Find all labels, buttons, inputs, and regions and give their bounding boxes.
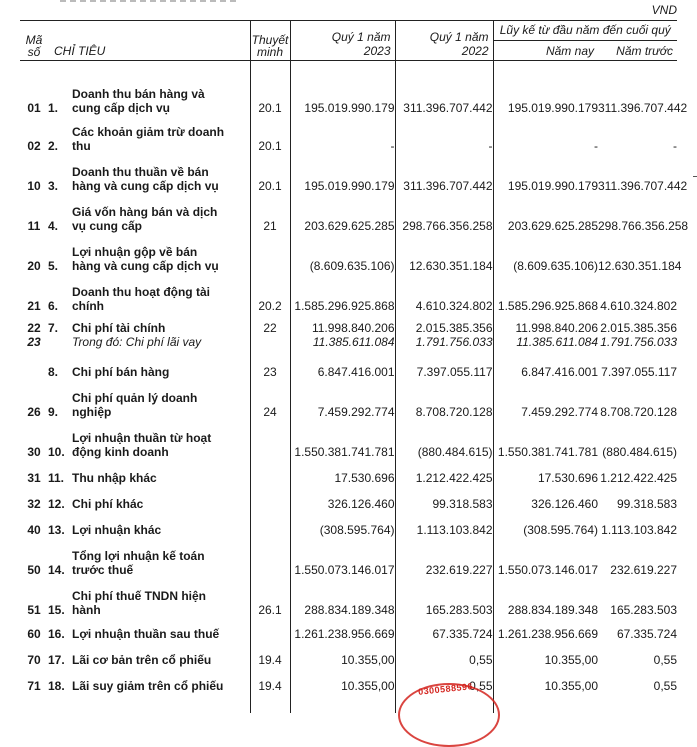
value-q1-2022: 311.396.707.442 bbox=[395, 153, 493, 193]
value-q1-2022: 232.619.227 bbox=[395, 537, 493, 577]
value-ytd-this-year: (308.595.764) bbox=[493, 511, 598, 537]
row-label: Chi phí bán hàng bbox=[72, 364, 170, 379]
row-code: 50 bbox=[27, 562, 41, 577]
value-q1-2023: 1.550.381.741.781 bbox=[290, 419, 395, 459]
cumulative-header: Lũy kế từ đầu năm đến cuối quý bbox=[493, 21, 677, 41]
value-q1-2022: 8.708.720.128 bbox=[395, 379, 493, 419]
value-q1-2023: 10.355,00 bbox=[290, 641, 395, 667]
value-ytd-this-year: - bbox=[493, 115, 598, 153]
value-ytd-this-year: 11.998.840.206 bbox=[493, 313, 598, 335]
row-number: 13. bbox=[48, 522, 65, 537]
row-code: 30 bbox=[27, 444, 41, 459]
value-q1-2022: 7.397.055.117 bbox=[395, 349, 493, 379]
row-code: 40 bbox=[27, 522, 41, 537]
value-q1-2023: - bbox=[290, 115, 395, 153]
row-label: Chi phí khác bbox=[72, 496, 144, 511]
row-number: 1. bbox=[48, 100, 59, 115]
value-q1-2022: 67.335.724 bbox=[395, 617, 493, 641]
row-note bbox=[250, 485, 290, 511]
value-ytd-last-year: 12.630.351.184 bbox=[598, 258, 682, 273]
row-number: 8. bbox=[48, 364, 59, 379]
table-row bbox=[20, 379, 677, 419]
row-note: 22 bbox=[250, 313, 290, 335]
value-ytd-this-year: 195.019.990.179 bbox=[493, 153, 598, 193]
row-number: 14. bbox=[48, 562, 65, 577]
value-ytd-last-year: 2.015.385.356 bbox=[600, 320, 678, 335]
value-q1-2022: 298.766.356.258 bbox=[395, 193, 493, 233]
value-q1-2022: 165.283.503 bbox=[395, 577, 493, 617]
row-number: 15. bbox=[48, 602, 65, 617]
value-ytd-last-year: 67.335.724 bbox=[616, 626, 678, 641]
row-note: 23 bbox=[250, 349, 290, 379]
value-ytd-last-year: 311.396.707.442 bbox=[598, 100, 688, 115]
value-ytd-last-year: 165.283.503 bbox=[610, 602, 678, 617]
value-ytd-this-year: 10.355,00 bbox=[493, 641, 598, 667]
table-row bbox=[20, 153, 677, 193]
value-ytd-last-year: 99.318.583 bbox=[616, 496, 678, 511]
value-ytd-this-year: 1.550.381.741.781 bbox=[493, 419, 598, 459]
row-number: 18. bbox=[48, 678, 65, 693]
row-note: 20.1 bbox=[250, 73, 290, 115]
row-note bbox=[250, 511, 290, 537]
value-ytd-last-year: (880.484.615) bbox=[602, 444, 678, 459]
value-q1-2023: 11.385.611.084 bbox=[290, 335, 395, 349]
table-row bbox=[20, 577, 677, 617]
this-year-header: Năm nay bbox=[493, 41, 598, 61]
table-row bbox=[20, 485, 677, 511]
value-q1-2022: 0,55 bbox=[395, 641, 493, 667]
table-row bbox=[20, 233, 677, 273]
value-ytd-this-year: (8.609.635.106) bbox=[493, 233, 598, 273]
row-number: 3. bbox=[48, 178, 59, 193]
row-number: 7. bbox=[48, 320, 59, 335]
table-row bbox=[20, 537, 677, 577]
row-code: 31 bbox=[27, 470, 41, 485]
row-number: 4. bbox=[48, 218, 59, 233]
row-code: 71 bbox=[27, 678, 41, 693]
value-ytd-last-year: 7.397.055.117 bbox=[601, 364, 678, 379]
row-label: Lãi cơ bản trên cổ phiếu bbox=[72, 652, 212, 667]
row-number: 12. bbox=[48, 496, 65, 511]
row-label: Trong đó: Chi phí lãi vay bbox=[72, 334, 202, 349]
row-code: 21 bbox=[27, 298, 41, 313]
table-row bbox=[20, 419, 677, 459]
row-number bbox=[48, 335, 72, 349]
value-ytd-this-year: 6.847.416.001 bbox=[493, 349, 598, 379]
table-row bbox=[20, 115, 677, 153]
row-note: 24 bbox=[250, 379, 290, 419]
value-q1-2023: 288.834.189.348 bbox=[290, 577, 395, 617]
q1-2023-header: Quý 1 năm 2023 bbox=[290, 21, 395, 61]
row-code: 01 bbox=[27, 100, 41, 115]
value-ytd-this-year: 17.530.696 bbox=[493, 459, 598, 485]
row-note: 20.1 bbox=[250, 153, 290, 193]
table-row bbox=[20, 667, 677, 693]
row-note bbox=[250, 419, 290, 459]
row-label: Giá vốn hàng bán và dịch vụ cung cấp bbox=[72, 204, 218, 233]
row-note: 20.1 bbox=[250, 115, 290, 153]
table-row bbox=[20, 511, 677, 537]
row-code: 11 bbox=[27, 218, 41, 233]
row-note bbox=[250, 617, 290, 641]
row-code: 02 bbox=[27, 138, 41, 153]
value-ytd-this-year: 11.385.611.084 bbox=[493, 335, 598, 349]
value-ytd-this-year: 7.459.292.774 bbox=[493, 379, 598, 419]
row-number: 5. bbox=[48, 258, 59, 273]
value-q1-2023: 6.847.416.001 bbox=[290, 349, 395, 379]
row-note: 19.4 bbox=[250, 641, 290, 667]
income-statement-table bbox=[20, 20, 689, 713]
row-note: 19.4 bbox=[250, 667, 290, 693]
q1-2022-header: Quý 1 năm 2022 bbox=[395, 21, 493, 61]
row-code: 23 bbox=[27, 334, 41, 349]
row-code: 10 bbox=[27, 178, 41, 193]
margin-mark bbox=[693, 176, 697, 177]
table-row bbox=[20, 193, 677, 233]
table-row bbox=[20, 641, 677, 667]
value-q1-2022: 99.318.583 bbox=[395, 485, 493, 511]
row-code bbox=[20, 349, 48, 379]
row-note bbox=[250, 335, 290, 349]
value-q1-2023: (308.595.764) bbox=[290, 511, 395, 537]
row-label: Chi phí thuế TNDN hiện hành bbox=[72, 588, 206, 617]
value-q1-2022: 1.113.103.842 bbox=[395, 511, 493, 537]
row-label: Chi phí quản lý doanh nghiệp bbox=[72, 390, 198, 419]
row-label: Doanh thu hoạt động tài chính bbox=[72, 284, 210, 313]
value-ytd-this-year: 288.834.189.348 bbox=[493, 577, 598, 617]
value-q1-2022: 4.610.324.802 bbox=[395, 273, 493, 313]
value-ytd-this-year: 1.585.296.925.868 bbox=[493, 273, 598, 313]
row-number: 10. bbox=[48, 444, 65, 459]
value-q1-2023: 7.459.292.774 bbox=[290, 379, 395, 419]
value-ytd-this-year: 326.126.460 bbox=[493, 485, 598, 511]
row-number: 11. bbox=[48, 470, 65, 485]
value-ytd-last-year: 0,55 bbox=[653, 652, 678, 667]
row-number: 16. bbox=[48, 626, 65, 641]
row-code: 60 bbox=[27, 626, 41, 641]
row-label: Lợi nhuận gộp về bán hàng và cung cấp dịch vụ bbox=[72, 244, 219, 273]
row-number: 6. bbox=[48, 298, 59, 313]
value-q1-2023: 17.530.696 bbox=[290, 459, 395, 485]
row-code: 32 bbox=[27, 496, 41, 511]
value-q1-2022: 311.396.707.442 bbox=[395, 73, 493, 115]
table-row bbox=[20, 459, 677, 485]
row-number: 9. bbox=[48, 404, 59, 419]
value-ytd-last-year: 0,55 bbox=[653, 678, 678, 693]
row-code: 26 bbox=[27, 404, 41, 419]
value-q1-2023: 203.629.625.285 bbox=[290, 193, 395, 233]
currency-label: VND bbox=[651, 3, 677, 17]
value-ytd-this-year: 10.355,00 bbox=[493, 667, 598, 693]
row-note bbox=[250, 233, 290, 273]
row-note: 26.1 bbox=[250, 577, 290, 617]
value-q1-2023: 1.261.238.956.669 bbox=[290, 617, 395, 641]
top-cropped-text bbox=[60, 0, 240, 2]
row-code: 70 bbox=[27, 652, 41, 667]
value-ytd-last-year: 1.212.422.425 bbox=[600, 470, 678, 485]
value-ytd-last-year: 232.619.227 bbox=[610, 562, 678, 577]
value-q1-2022: 0,55 bbox=[395, 667, 493, 693]
value-q1-2022: 12.630.351.184 bbox=[395, 233, 493, 273]
value-q1-2023: 326.126.460 bbox=[290, 485, 395, 511]
value-ytd-this-year: 195.019.990.179 bbox=[493, 73, 598, 115]
row-label: Thu nhập khác bbox=[72, 470, 157, 485]
row-label: Lợi nhuận khác bbox=[72, 522, 162, 537]
value-q1-2023: 195.019.990.179 bbox=[290, 73, 395, 115]
value-q1-2023: 195.019.990.179 bbox=[290, 153, 395, 193]
table-row bbox=[20, 617, 677, 641]
value-ytd-last-year: 311.396.707.442 bbox=[598, 178, 688, 193]
table-row bbox=[20, 73, 677, 115]
table-row bbox=[20, 273, 677, 313]
value-ytd-last-year: 1.113.103.842 bbox=[601, 522, 678, 537]
value-ytd-last-year: 8.708.720.128 bbox=[600, 404, 678, 419]
row-code: 20 bbox=[27, 258, 41, 273]
value-q1-2022: (880.484.615) bbox=[395, 419, 493, 459]
last-year-header: Năm trước bbox=[598, 41, 677, 61]
row-code: 51 bbox=[27, 602, 41, 617]
value-ytd-this-year: 1.550.073.146.017 bbox=[493, 537, 598, 577]
row-note: 20.2 bbox=[250, 273, 290, 313]
row-label: Lợi nhuận thuần từ hoạt động kinh doanh bbox=[72, 430, 212, 459]
row-note bbox=[250, 537, 290, 577]
row-number: 17. bbox=[48, 652, 65, 667]
value-ytd-this-year: 203.629.625.285 bbox=[493, 193, 598, 233]
row-label: Chi phí tài chính bbox=[72, 320, 166, 335]
value-ytd-last-year: 298.766.356.258 bbox=[598, 218, 689, 233]
row-label: Các khoản giảm trừ doanh thu bbox=[72, 124, 225, 153]
code-header: Mã số bbox=[20, 21, 48, 61]
table-row bbox=[20, 349, 677, 379]
value-ytd-last-year: 4.610.324.802 bbox=[600, 298, 678, 313]
row-label: Doanh thu bán hàng và cung cấp dịch vụ bbox=[72, 86, 205, 115]
value-q1-2022: 2.015.385.356 bbox=[395, 313, 493, 335]
value-q1-2023: 10.355,00 bbox=[290, 667, 395, 693]
row-label: Lãi suy giảm trên cổ phiếu bbox=[72, 678, 224, 693]
item-header: CHỈ TIÊU bbox=[48, 21, 250, 61]
row-code: 22 bbox=[27, 320, 41, 335]
row-note: 21 bbox=[250, 193, 290, 233]
value-q1-2022: - bbox=[395, 115, 493, 153]
value-q1-2022: 1.212.422.425 bbox=[395, 459, 493, 485]
value-q1-2022: 1.791.756.033 bbox=[395, 335, 493, 349]
row-label: Lợi nhuận thuần sau thuế bbox=[72, 626, 220, 641]
row-number: 2. bbox=[48, 138, 59, 153]
value-q1-2023: 1.550.073.146.017 bbox=[290, 537, 395, 577]
value-ytd-last-year: 1.791.756.033 bbox=[600, 334, 678, 349]
value-q1-2023: (8.609.635.106) bbox=[290, 233, 395, 273]
value-q1-2023: 1.585.296.925.868 bbox=[290, 273, 395, 313]
row-label: Doanh thu thuần về bán hàng và cung cấp dịch vụ bbox=[72, 164, 219, 193]
value-ytd-last-year: - bbox=[673, 138, 678, 153]
value-q1-2023: 11.998.840.206 bbox=[290, 313, 395, 335]
value-ytd-this-year: 1.261.238.956.669 bbox=[493, 617, 598, 641]
stamp-number: 0300588596 bbox=[417, 681, 474, 697]
row-label: Tổng lợi nhuận kế toán trước thuế bbox=[72, 548, 205, 577]
table-row bbox=[20, 335, 677, 349]
note-header: Thuyết minh bbox=[250, 21, 290, 61]
table-row bbox=[20, 313, 677, 335]
row-note bbox=[250, 459, 290, 485]
